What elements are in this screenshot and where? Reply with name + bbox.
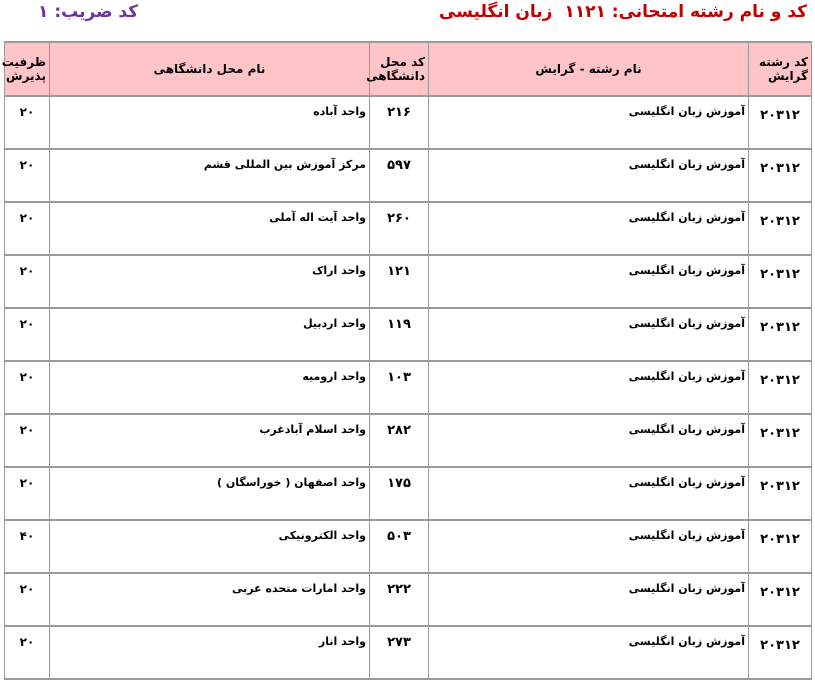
cell-field-code: ۲۰۳۱۲ <box>749 96 812 149</box>
coefficient-value: ۱ <box>38 2 49 22</box>
cell-capacity: ۲۰ <box>5 573 50 626</box>
cell-field-code: ۲۰۳۱۲ <box>749 414 812 467</box>
exam-name: زبان انگلیسی <box>439 2 553 22</box>
cell-field-name: آموزش زبان انگلیسی <box>429 308 749 361</box>
cell-field-code: ۲۰۳۱۲ <box>749 308 812 361</box>
header-capacity: ظرفیت پذیرش <box>5 42 50 96</box>
cell-university-code: ۲۱۶ <box>370 96 429 149</box>
cell-university-name: واحد اردبیل <box>50 308 370 361</box>
cell-university-code: ۵۹۷ <box>370 149 429 202</box>
exam-code: ۱۱۲۱ <box>564 2 606 22</box>
cell-capacity: ۲۰ <box>5 414 50 467</box>
cell-university-name: واحد اصفهان ( خوراسگان ) <box>50 467 370 520</box>
table-row <box>5 467 812 520</box>
cell-university-name: واحد امارات متحده عربی <box>50 573 370 626</box>
cell-field-code: ۲۰۳۱۲ <box>749 573 812 626</box>
cell-university-name: واحد آباده <box>50 96 370 149</box>
cell-university-name: واحد انار <box>50 626 370 679</box>
cell-university-name: واحد الکترونیکی <box>50 520 370 573</box>
cell-field-name: آموزش زبان انگلیسی <box>429 96 749 149</box>
cell-capacity: ۲۰ <box>5 149 50 202</box>
table-row <box>5 308 812 361</box>
cell-field-code: ۲۰۳۱۲ <box>749 202 812 255</box>
cell-university-name: واحد ارومیه <box>50 361 370 414</box>
cell-field-code: ۲۰۳۱۲ <box>749 255 812 308</box>
cell-capacity: ۲۰ <box>5 626 50 679</box>
cell-university-code: ۲۶۰ <box>370 202 429 255</box>
cell-field-name: آموزش زبان انگلیسی <box>429 573 749 626</box>
cell-university-name: واحد آیت اله آملی <box>50 202 370 255</box>
header-field-name: نام رشته - گرایش <box>429 42 749 96</box>
cell-university-name: واحد اراک <box>50 255 370 308</box>
cell-field-code: ۲۰۳۱۲ <box>749 149 812 202</box>
cell-field-name: آموزش زبان انگلیسی <box>429 414 749 467</box>
cell-capacity: ۴۰ <box>5 520 50 573</box>
cell-capacity: ۲۰ <box>5 467 50 520</box>
cell-field-code: ۲۰۳۱۲ <box>749 467 812 520</box>
table-row <box>5 414 812 467</box>
cell-field-name: آموزش زبان انگلیسی <box>429 361 749 414</box>
header-university-code: کد محل دانشگاهی <box>370 42 429 96</box>
cell-field-name: آموزش زبان انگلیسی <box>429 467 749 520</box>
table-row <box>5 573 812 626</box>
cell-capacity: ۲۰ <box>5 308 50 361</box>
cell-university-code: ۱۱۹ <box>370 308 429 361</box>
cell-university-code: ۲۸۲ <box>370 414 429 467</box>
cell-field-name: آموزش زبان انگلیسی <box>429 626 749 679</box>
exam-title-label: کد و نام رشته امتحانی: <box>611 2 807 22</box>
cell-capacity: ۲۰ <box>5 361 50 414</box>
header-field-code: کد رشته گرایش <box>749 42 812 96</box>
cell-field-name: آموزش زبان انگلیسی <box>429 149 749 202</box>
cell-university-code: ۲۷۳ <box>370 626 429 679</box>
cell-field-code: ۲۰۳۱۲ <box>749 626 812 679</box>
table-row <box>5 149 812 202</box>
admissions-table <box>1 41 812 680</box>
cell-field-code: ۲۰۳۱۲ <box>749 361 812 414</box>
coefficient-label: کد ضریب: <box>54 2 139 22</box>
cell-capacity: ۲۰ <box>5 202 50 255</box>
table-row <box>5 626 812 679</box>
table-row <box>5 361 812 414</box>
cell-university-name: مرکز آموزش بین المللی قشم <box>50 149 370 202</box>
table-row <box>5 255 812 308</box>
cell-field-name: آموزش زبان انگلیسی <box>429 520 749 573</box>
cell-university-name: واحد اسلام آبادغرب <box>50 414 370 467</box>
cell-field-name: آموزش زبان انگلیسی <box>429 202 749 255</box>
table-row <box>5 96 812 149</box>
cell-capacity: ۲۰ <box>5 255 50 308</box>
coefficient-title <box>38 2 138 22</box>
table-header-row <box>5 42 812 96</box>
table-row <box>5 202 812 255</box>
cell-capacity: ۲۰ <box>5 96 50 149</box>
header-university-name: نام محل دانشگاهی <box>50 42 370 96</box>
cell-university-code: ۱۷۵ <box>370 467 429 520</box>
cell-field-code: ۲۰۳۱۲ <box>749 520 812 573</box>
cell-university-code: ۱۲۱ <box>370 255 429 308</box>
cell-university-code: ۲۲۲ <box>370 573 429 626</box>
table-row <box>5 520 812 573</box>
cell-university-code: ۱۰۳ <box>370 361 429 414</box>
cell-university-code: ۵۰۳ <box>370 520 429 573</box>
exam-title <box>439 2 807 22</box>
cell-field-name: آموزش زبان انگلیسی <box>429 255 749 308</box>
